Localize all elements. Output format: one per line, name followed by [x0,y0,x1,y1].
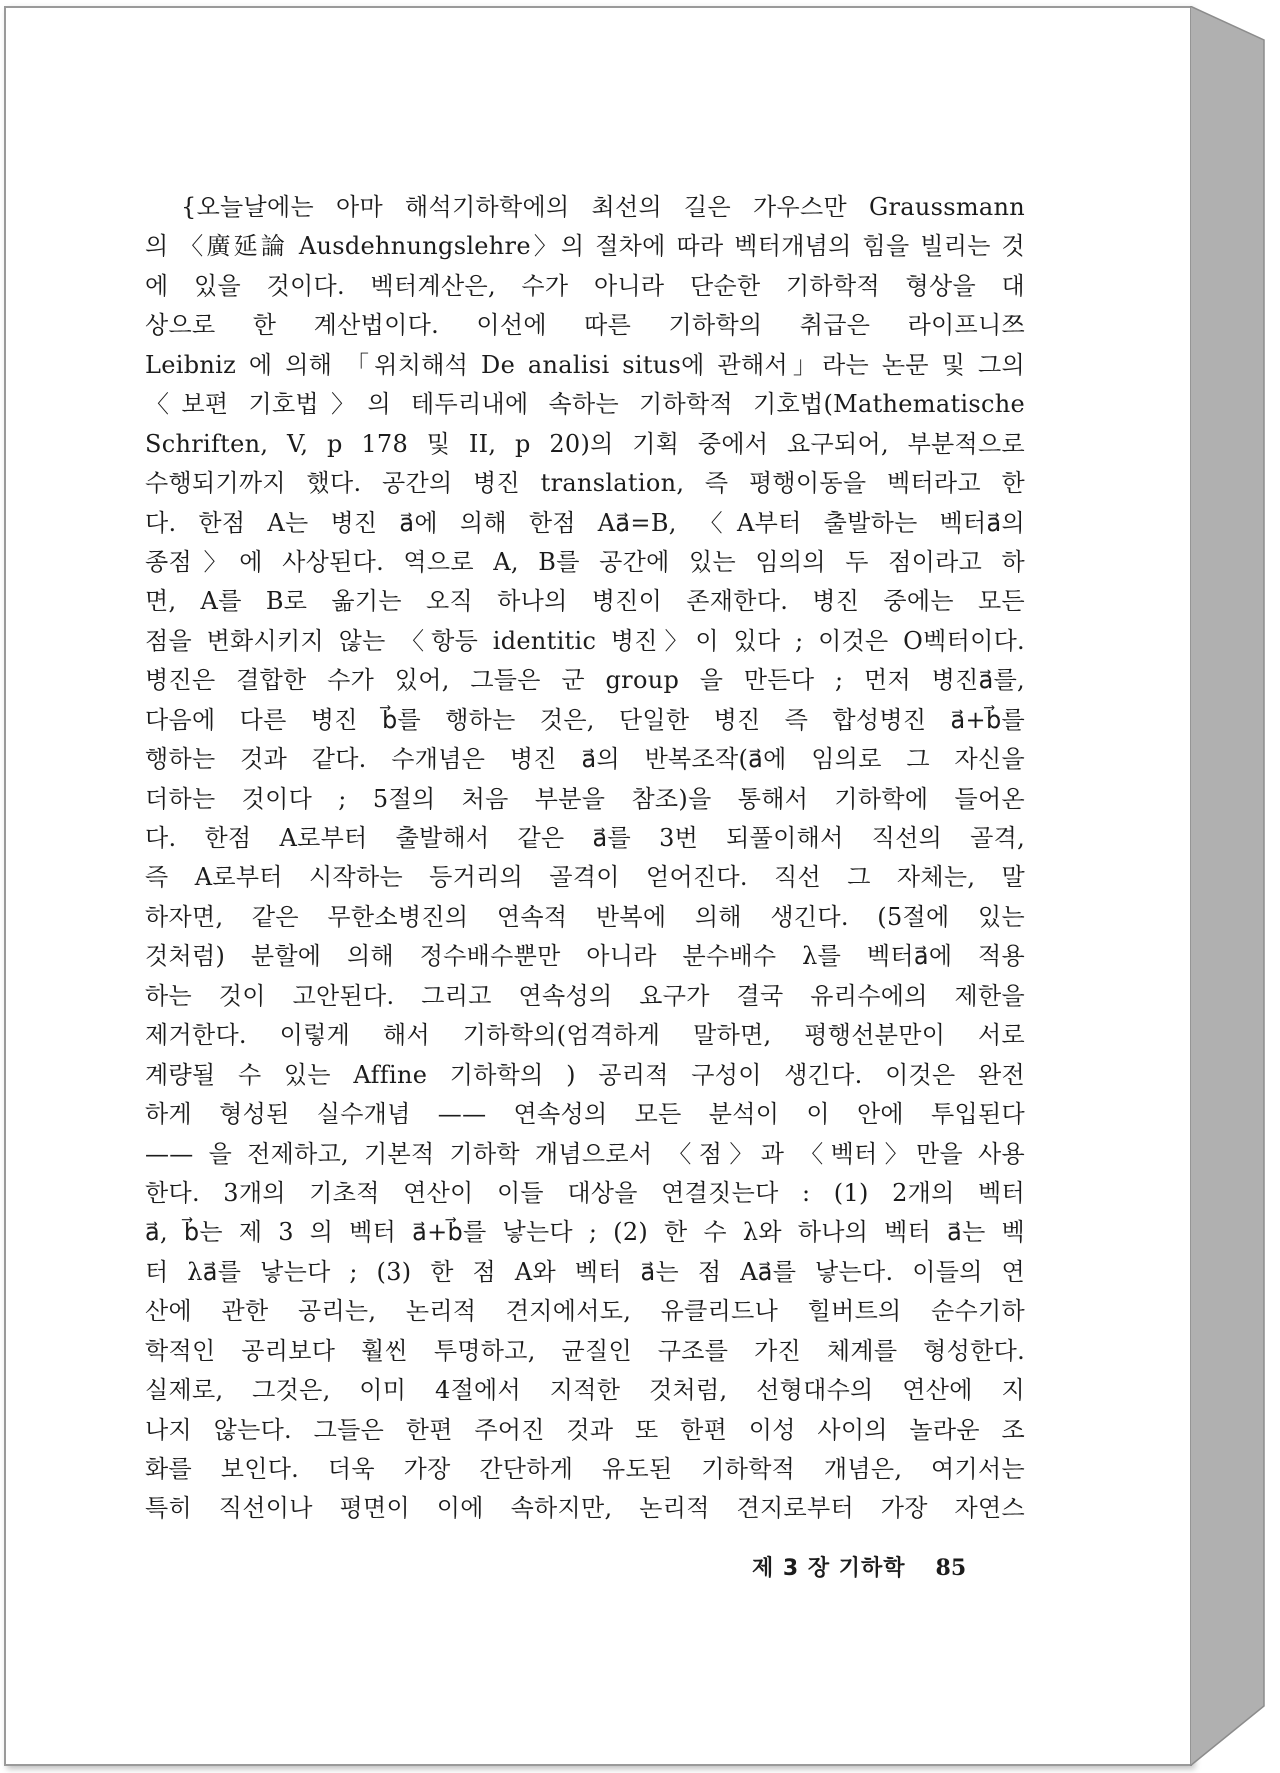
page-footer [752,1551,1002,1582]
text-line: {오늘날에는 아마 해석기하학에의 최선의 길은 가우스만 Graussmann [181,193,1025,221]
text-line: Leibniz 에 의해 「위치해석 De analisi situs에 관해서」라는 논문 및 그의 [145,350,1025,379]
text-line: Schriften, V, p 178 및 II, p 20)의 기획 중에서 요구되어, 부분적으로 [145,429,1025,458]
text-line: 즉 A로부터 시작하는 등거리의 골격이 얻어진다. 직선 그 자체는, 말 [145,863,1025,892]
text-line: 하는 것이 고안된다. 그리고 연속성의 요구가 결국 유리수에의 제한을 [145,981,1025,1010]
text-line: 한다. 3개의 기초적 연산이 이들 대상을 연결짓는다 : (1) 2개의 벡터 [145,1178,1025,1207]
text-line: 것처럼) 분할에 의해 정수배수뿐만 아니라 분수배수 λ를 벡터a⃗에 적용 [145,942,1025,971]
text-line: 행하는 것과 같다. 수개념은 병진 a⃗의 반복조작(a⃗에 임의로 그 자신을 [145,745,1025,774]
text-line: 다. 한점 A는 병진 a⃗에 의해 한점 Aa⃗=B, 〈A부터 출발하는 벡터a⃗의 [145,508,1025,537]
text-line: 나지 않는다. 그들은 한편 주어진 것과 또 한편 이성 사이의 놀라운 조 [145,1415,1025,1444]
text-line: —— 을 전제하고, 기본적 기하학 개념으로서 〈점〉과 〈벡터〉만을 사용 [145,1139,1025,1168]
text-line: 병진은 결합한 수가 있어, 그들은 군 group 을 만든다 ; 먼저 병진a⃗를, [145,666,1025,695]
text-line: 터 λa⃗를 낳는다 ; (3) 한 점 A와 벡터 a⃗는 점 Aa⃗를 낳는다. 이들의 연 [145,1257,1025,1286]
text-line: 하게 형성된 실수개념 —— 연속성의 모든 분석이 이 안에 투입된다 [145,1100,1025,1129]
text-line: 종점〉에 사상된다. 역으로 A, B를 공간에 있는 임의의 두 점이라고 하 [145,547,1025,576]
running-footer-chapter: 제 3 장 기하학 [752,1556,906,1581]
text-line: 실제로, 그것은, 이미 4절에서 지적한 것처럼, 선형대수의 연산에 지 [145,1376,1025,1405]
text-line: 의 〈廣延論 Ausdehnungslehre〉의 절차에 따라 벡터개념의 힘을 빌리는 것 [145,232,1025,261]
text-line: 수행되기까지 했다. 공간의 병진 translation, 즉 평행이동을 벡터라고 한 [145,469,1025,498]
page-number: 85 [935,1555,967,1581]
text-line: 제거한다. 이렇게 해서 기하학의(엄격하게 말하면, 평행선분만이 서로 [145,1021,1025,1050]
text-line: 면, A를 B로 옮기는 오직 하나의 병진이 존재한다. 병진 중에는 모든 [145,587,1025,616]
text-line: 하자면, 같은 무한소병진의 연속적 반복에 의해 생긴다. (5절에 있는 [145,902,1025,931]
text-line: 에 있을 것이다. 벡터계산은, 수가 아니라 단순한 기하학적 형상을 대 [145,271,1025,300]
text-line: 화를 보인다. 더욱 가장 간단하게 유도된 기하학적 개념은, 여기서는 [145,1455,1025,1483]
text-line: 다. 한점 A로부터 출발해서 같은 a⃗를 3번 되풀이해서 직선의 골격, [145,824,1025,852]
text-line: 특히 직선이나 평면이 이에 속하지만, 논리적 견지로부터 가장 자연스 [145,1494,1025,1523]
text-line: a⃗, b⃗는 제 3 의 벡터 a⃗+b⃗를 낳는다 ; (2) 한 수 λ와 하나의 벡터 a⃗는 벡 [145,1218,1025,1247]
text-line: 〈보편 기호법〉의 테두리내에 속하는 기하학적 기호법(Mathematische [145,390,1025,419]
book-spine-edge [1190,6,1266,1766]
text-line: 산에 관한 공리는, 논리적 견지에서도, 유클리드나 힐버트의 순수기하 [145,1297,1025,1326]
text-line: 학적인 공리보다 훨씬 투명하고, 균질인 구조를 가진 체계를 형성한다. [145,1336,1025,1365]
text-line: 다음에 다른 병진 b⃗를 행하는 것은, 단일한 병진 즉 합성병진 a⃗+b⃗를 [145,705,1025,734]
text-line: 더하는 것이다 ; 5절의 처음 부분을 참조)을 통해서 기하학에 들어온 [145,784,1025,813]
text-line: 계량될 수 있는 Affine 기하학의 ) 공리적 구성이 생긴다. 이것은 완전 [145,1060,1025,1089]
text-line: 점을 변화시키지 않는 〈항등 identitic 병진〉이 있다 ; 이것은 O벡터이다. [145,626,1025,655]
text-line: 상으로 한 계산법이다. 이선에 따른 기하학의 취급은 라이프니쯔 [145,311,1025,340]
body-text [145,188,1025,1529]
